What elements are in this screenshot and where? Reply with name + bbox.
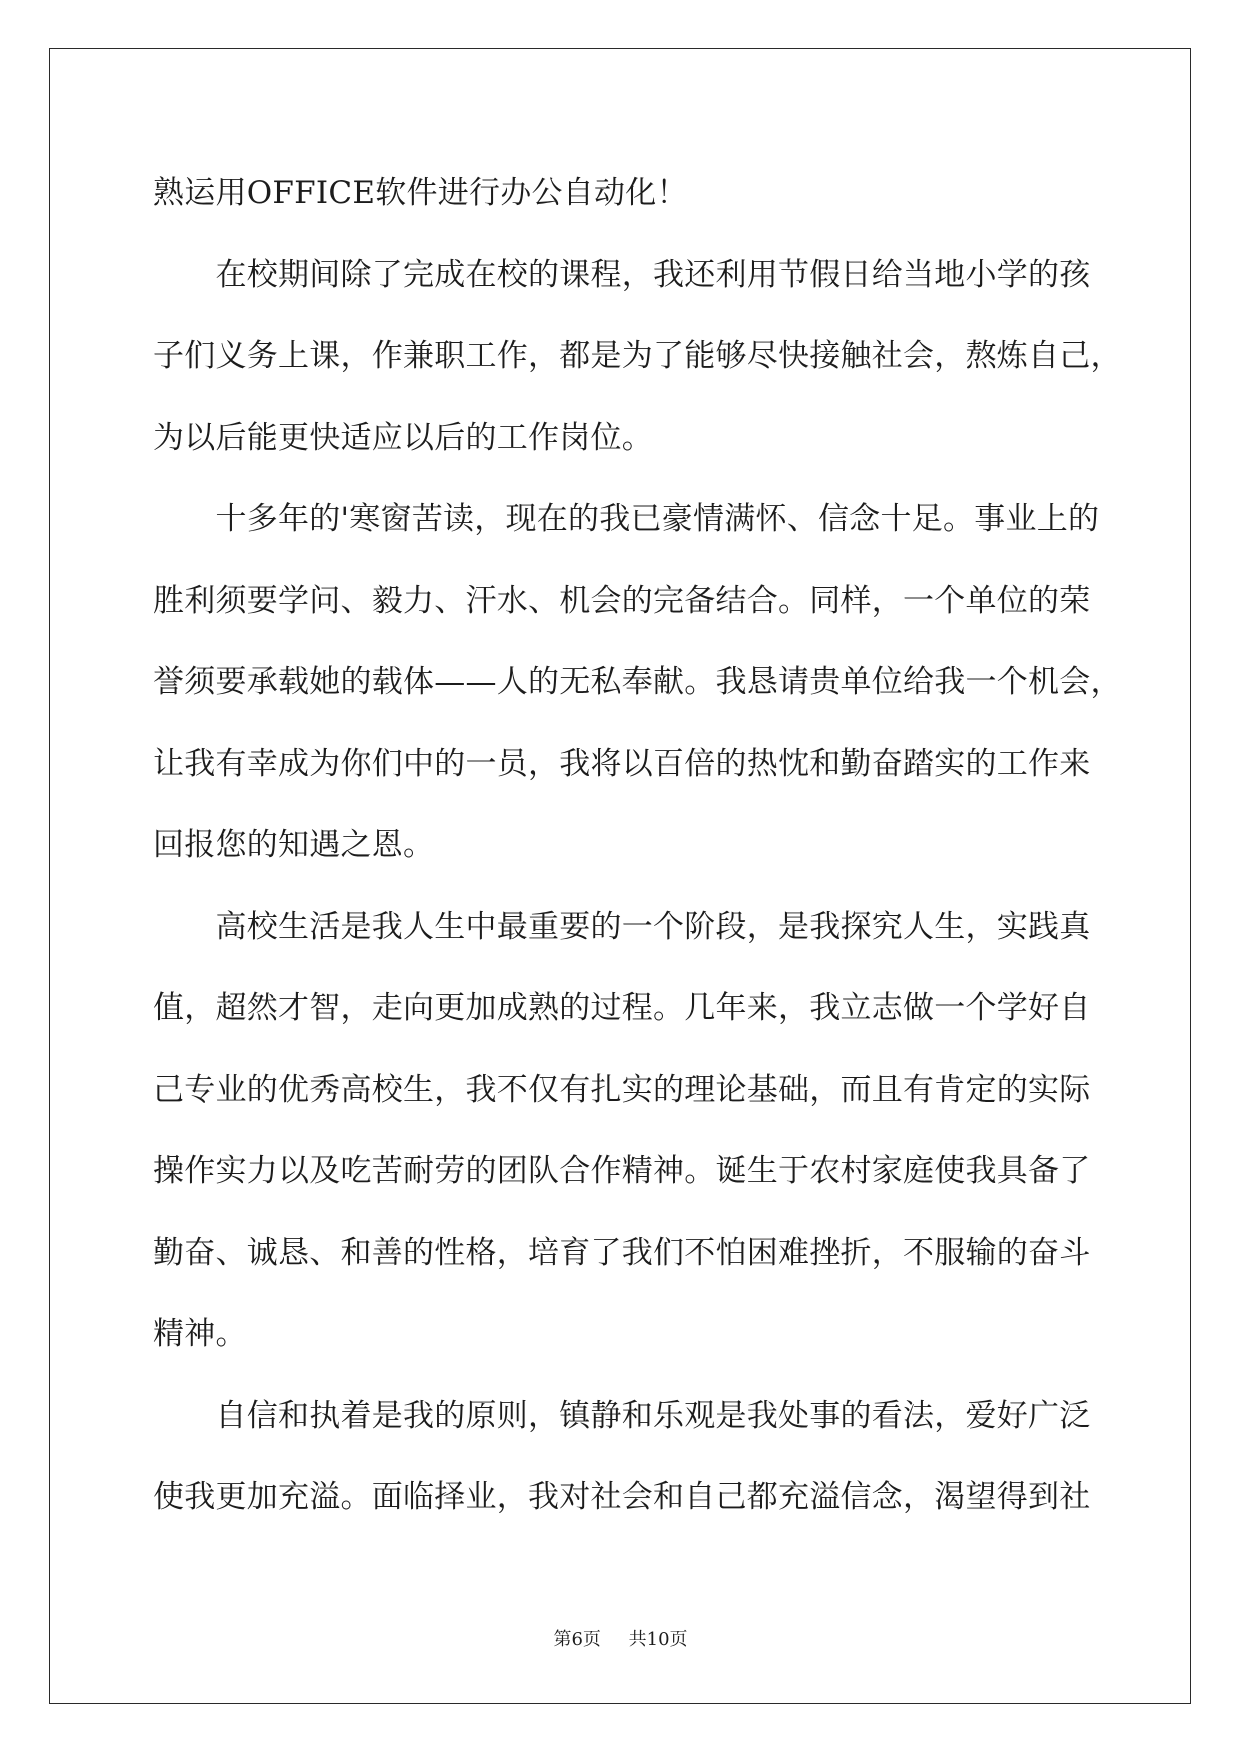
text-line: 熟运用OFFICE软件进行办公自动化！ bbox=[153, 175, 688, 211]
paragraph bbox=[153, 887, 1153, 1376]
text-line: 让我有幸成为你们中的一员，我将以百倍的热忱和勤奋踏实的工作来 bbox=[153, 745, 1091, 782]
document-body bbox=[153, 153, 1153, 1539]
paragraph bbox=[153, 1376, 1153, 1539]
paragraph bbox=[153, 479, 1153, 887]
text-line: 使我更加充溢。面临择业，我对社会和自己都充溢信念，渴望得到社 bbox=[153, 1479, 1091, 1515]
text-line: 回报您的知遇之恩。 bbox=[153, 827, 435, 863]
text-line: 胜利须要学问、毅力、汗水、机会的完备结合。同样，一个单位的荣 bbox=[153, 582, 1091, 619]
text-line: 在校期间除了完成在校的课程，我还利用节假日给当地小学的孩 bbox=[215, 256, 1091, 293]
page-footer bbox=[0, 1626, 1241, 1654]
text-line: 自信和执着是我的原则，镇静和乐观是我处事的看法，爱好广泛 bbox=[215, 1397, 1091, 1434]
text-line: 誉须要承载她的载体——人的无私奉献。我恳请贵单位给我一个机会， bbox=[153, 664, 1122, 700]
page-number: 第6页 bbox=[553, 1629, 601, 1650]
text-line: 精神。 bbox=[153, 1316, 247, 1352]
text-line: 十多年的'寒窗苦读，现在的我已豪情满怀、信念十足。事业上的 bbox=[215, 501, 1100, 537]
text-line: 子们义务上课，作兼职工作，都是为了能够尽快接触社会，熬炼自己， bbox=[153, 338, 1122, 374]
page-total: 共10页 bbox=[628, 1629, 688, 1650]
text-line: 操作实力以及吃苦耐劳的团队合作精神。诞生于农村家庭使我具备了 bbox=[153, 1153, 1091, 1189]
text-line: 值，超然才智，走向更加成熟的过程。几年来，我立志做一个学好自 bbox=[153, 990, 1091, 1026]
paragraph-continuation bbox=[153, 153, 1153, 235]
text-line: 为以后能更快适应以后的工作岗位。 bbox=[153, 419, 653, 456]
text-line: 己专业的优秀高校生，我不仅有扎实的理论基础，而且有肯定的实际 bbox=[153, 1071, 1091, 1108]
paragraph bbox=[153, 235, 1153, 480]
text-line: 高校生活是我人生中最重要的一个阶段，是我探究人生，实践真 bbox=[215, 908, 1091, 945]
text-line: 勤奋、诚恳、和善的性格，培育了我们不怕困难挫折，不服输的奋斗 bbox=[153, 1234, 1091, 1271]
